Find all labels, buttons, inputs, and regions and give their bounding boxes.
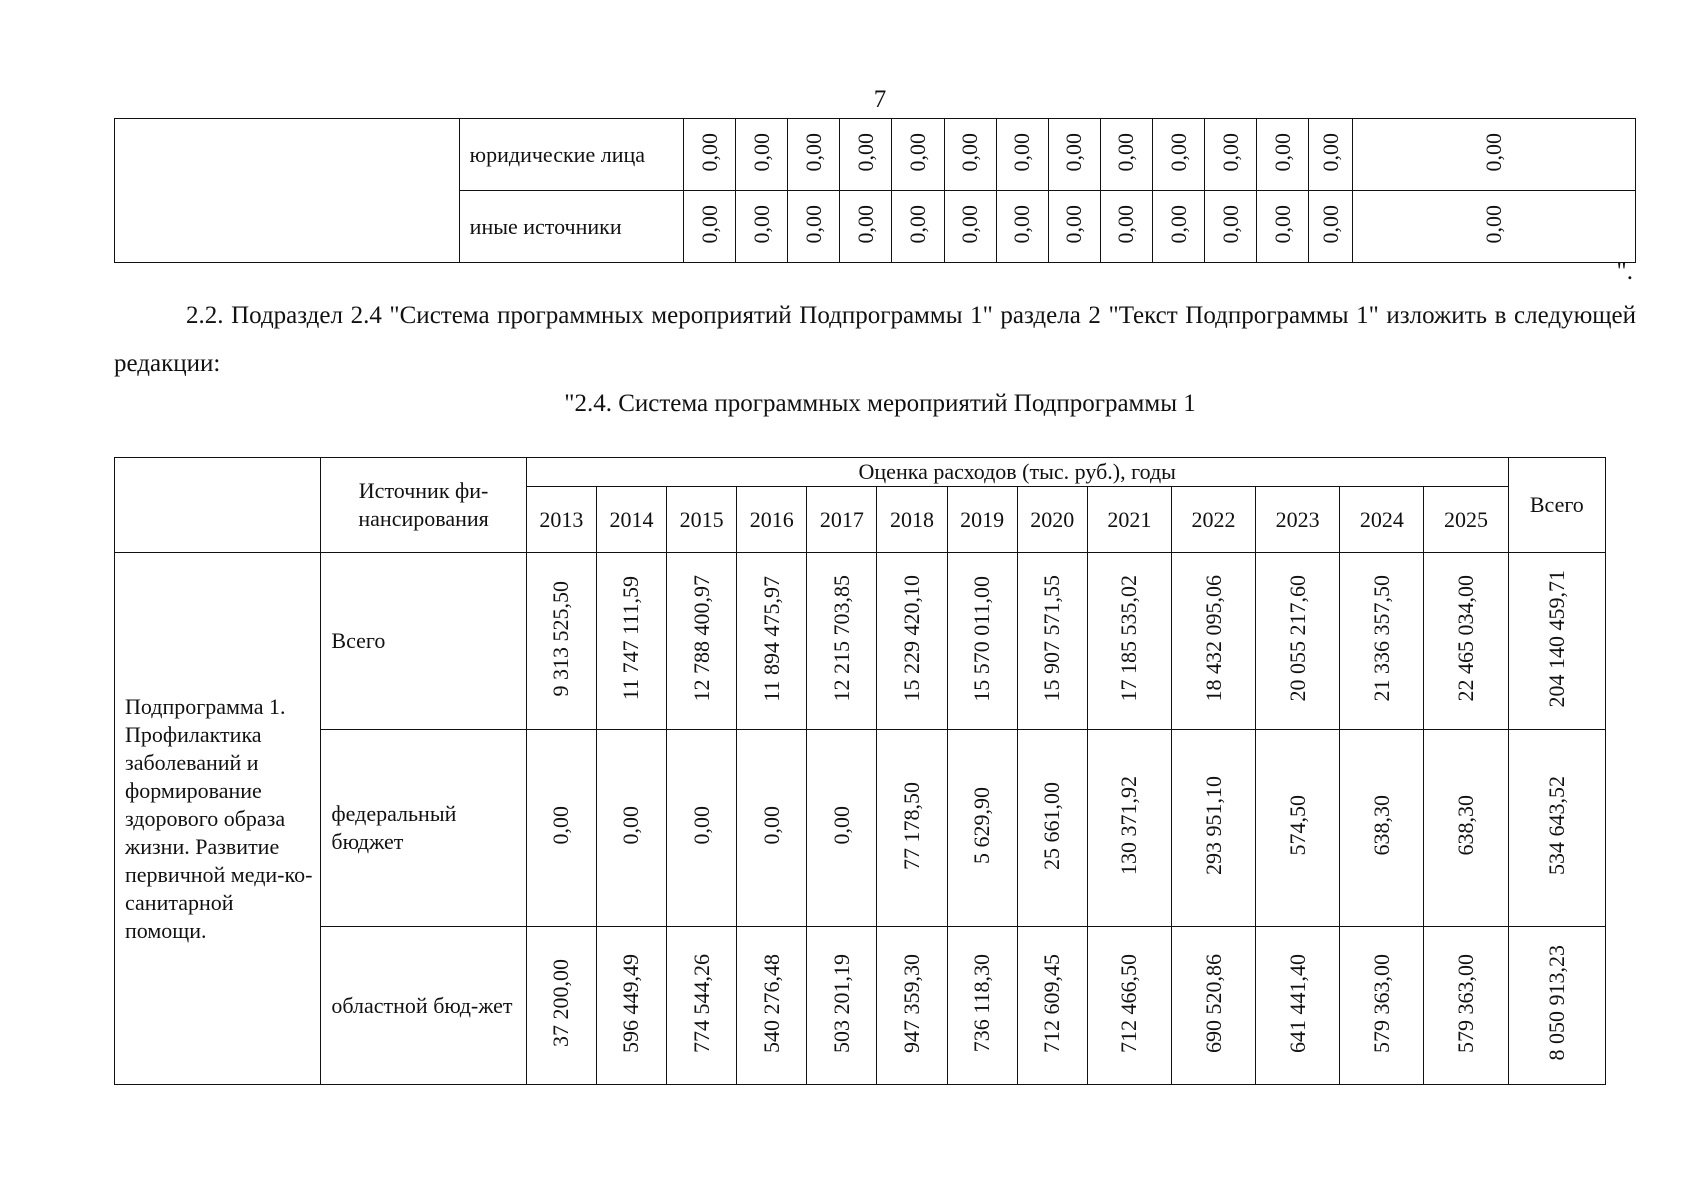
table-row (115, 927, 1606, 1085)
row-total-cell (1508, 927, 1605, 1085)
row-total-cell (1508, 553, 1605, 730)
value: 0,00 (1009, 204, 1035, 244)
value-cell (1152, 191, 1204, 263)
value-cell (1205, 119, 1257, 191)
value: 21 336 357,50 (1368, 575, 1394, 702)
value-cell (596, 730, 666, 927)
value-cell (737, 730, 807, 927)
value-cell (684, 119, 736, 191)
row-total: 0,00 (1481, 132, 1507, 172)
value-cell (877, 553, 947, 730)
year-header: 2013 (526, 487, 596, 553)
value-cell (1152, 119, 1204, 191)
year-header: 2025 (1424, 487, 1508, 553)
value: 22 465 034,00 (1453, 575, 1479, 702)
value-cell (996, 119, 1048, 191)
value-cell (840, 191, 892, 263)
value-cell (526, 553, 596, 730)
row-total: 8 050 913,23 (1543, 945, 1569, 1061)
value: 0,00 (1217, 132, 1243, 172)
row-total-cell (1353, 119, 1636, 191)
year-header: 2016 (737, 487, 807, 553)
value-cell (807, 927, 877, 1085)
value: 596 449,49 (618, 953, 644, 1053)
value-cell (807, 553, 877, 730)
value-cell (996, 191, 1048, 263)
value: 0,00 (1113, 204, 1139, 244)
value: 18 432 095,06 (1200, 575, 1226, 702)
value-cell (1100, 191, 1152, 263)
value-cell (1256, 927, 1340, 1085)
section-title: "2.4. Система программных мероприятий Подпрограммы 1 (564, 390, 1196, 417)
value-cell (1256, 553, 1340, 730)
value: 12 215 703,85 (828, 575, 854, 702)
value: 0,00 (548, 806, 574, 845)
value-cell (1424, 553, 1508, 730)
value: 0,00 (1269, 204, 1295, 244)
value: 20 055 217,60 (1284, 575, 1310, 702)
value-cell (667, 927, 737, 1085)
value: 25 661,00 (1039, 781, 1065, 870)
value: 0,00 (618, 806, 644, 845)
header-funding-source: Источник фи-нансирования (321, 458, 526, 553)
value-cell (892, 119, 944, 191)
value-cell (667, 730, 737, 927)
value: 0,00 (696, 204, 722, 244)
value-cell (526, 730, 596, 927)
value-cell (1087, 927, 1171, 1085)
value: 0,00 (800, 132, 826, 172)
funding-source: федеральный бюджет (321, 730, 526, 927)
table-row (115, 730, 1606, 927)
value: 638,30 (1453, 795, 1479, 856)
value: 0,00 (957, 132, 983, 172)
value: 0,00 (1061, 204, 1087, 244)
value-cell (1424, 730, 1508, 927)
year-header: 2020 (1017, 487, 1087, 553)
value-cell (1340, 730, 1424, 927)
value: 641 441,40 (1284, 953, 1310, 1053)
value: 15 229 420,10 (898, 575, 924, 702)
value-cell (737, 927, 807, 1085)
year-header: 2023 (1256, 487, 1340, 553)
value: 947 359,30 (898, 953, 924, 1053)
value-cell (1205, 191, 1257, 263)
row-total: 534 643,52 (1543, 776, 1569, 875)
row-label: юридические лица (459, 119, 683, 191)
program-measures-table (114, 457, 1606, 1085)
value: 736 118,30 (969, 953, 995, 1053)
value: 503 201,19 (828, 953, 854, 1053)
value: 0,00 (1217, 204, 1243, 244)
header-blank-cell (115, 458, 321, 553)
header-total: Всего (1508, 458, 1605, 553)
value: 11 747 111,59 (618, 576, 644, 701)
value: 0,00 (905, 132, 931, 172)
value: 0,00 (1165, 132, 1191, 172)
year-header: 2019 (947, 487, 1017, 553)
value-cell (684, 191, 736, 263)
value-cell (947, 730, 1017, 927)
closing-quote: ". (1616, 258, 1633, 285)
value: 0,00 (1113, 132, 1139, 172)
year-header: 2017 (807, 487, 877, 553)
value-cell (1017, 730, 1087, 927)
value: 0,00 (1317, 204, 1343, 244)
value: 0,00 (1269, 132, 1295, 172)
value-cell (736, 119, 788, 191)
value-cell (1424, 927, 1508, 1085)
value-cell (807, 730, 877, 927)
value: 690 520,86 (1200, 953, 1226, 1053)
program-name: Подпрограмма 1. Профилактика заболеваний и формирование здорового образа жизни. Развитие первичной меди-ко-санитарной помощи. (115, 553, 321, 1085)
page-number: 7 (873, 86, 887, 113)
value: 5 629,90 (969, 787, 995, 864)
value-cell (892, 191, 944, 263)
value-cell (1309, 191, 1353, 263)
value: 712 466,50 (1116, 953, 1142, 1053)
value-cell (1017, 553, 1087, 730)
value: 37 200,00 (548, 959, 574, 1047)
value-cell (737, 553, 807, 730)
value-cell (944, 119, 996, 191)
value-cell (1256, 730, 1340, 927)
value-cell (944, 191, 996, 263)
value: 638,30 (1368, 795, 1394, 856)
value: 579 363,00 (1368, 953, 1394, 1053)
value: 17 185 535,02 (1116, 575, 1142, 702)
value-cell (1048, 191, 1100, 263)
value: 9 313 525,50 (548, 580, 574, 697)
value: 0,00 (1165, 204, 1191, 244)
value: 0,00 (1317, 132, 1343, 172)
value: 293 951,10 (1200, 776, 1226, 875)
value-cell (1171, 927, 1255, 1085)
year-header: 2015 (667, 487, 737, 553)
value-cell (596, 927, 666, 1085)
value-cell (1100, 119, 1152, 191)
value: 0,00 (696, 132, 722, 172)
value: 574,50 (1284, 795, 1310, 856)
value: 0,00 (688, 806, 714, 845)
value-cell (788, 119, 840, 191)
value-cell (1171, 553, 1255, 730)
year-header: 2022 (1171, 487, 1255, 553)
value-cell (947, 927, 1017, 1085)
value: 0,00 (852, 132, 878, 172)
value: 0,00 (905, 204, 931, 244)
year-header: 2014 (596, 487, 666, 553)
value-cell (1017, 927, 1087, 1085)
value-cell (1309, 119, 1353, 191)
value-cell (1257, 119, 1309, 191)
value: 0,00 (828, 806, 854, 845)
row-total: 204 140 459,71 (1543, 569, 1569, 708)
value: 0,00 (957, 204, 983, 244)
value-cell (1087, 730, 1171, 927)
table-row (115, 119, 1636, 191)
row-label: иные источники (459, 191, 683, 263)
value-cell (877, 927, 947, 1085)
value-cell (840, 119, 892, 191)
value: 774 544,26 (688, 953, 714, 1053)
value: 15 907 571,55 (1039, 575, 1065, 702)
year-header: 2021 (1087, 487, 1171, 553)
value-cell (526, 927, 596, 1085)
value: 11 894 475,97 (758, 575, 784, 702)
value: 0,00 (748, 132, 774, 172)
value: 15 570 011,00 (969, 575, 995, 702)
value-cell (736, 191, 788, 263)
continuation-table (114, 118, 1636, 263)
value: 0,00 (852, 204, 878, 244)
year-header: 2024 (1340, 487, 1424, 553)
value-cell (1257, 191, 1309, 263)
value-cell (596, 553, 666, 730)
value: 0,00 (748, 204, 774, 244)
row-total-cell (1508, 730, 1605, 927)
value: 0,00 (758, 806, 784, 845)
value-cell (947, 553, 1017, 730)
value-cell (788, 191, 840, 263)
header-cost-estimate: Оценка расходов (тыс. руб.), годы (526, 458, 1508, 487)
value: 0,00 (800, 204, 826, 244)
funding-source: Всего (321, 553, 526, 730)
value: 0,00 (1009, 132, 1035, 172)
value: 540 276,48 (758, 953, 784, 1053)
value: 12 788 400,97 (688, 575, 714, 702)
value-cell (667, 553, 737, 730)
funding-source: областной бюд-жет (321, 927, 526, 1085)
value-cell (1087, 553, 1171, 730)
value: 77 178,50 (898, 781, 924, 870)
year-header: 2018 (877, 487, 947, 553)
blank-cell (115, 119, 460, 263)
table-row (115, 553, 1606, 730)
amendment-paragraph: 2.2. Подраздел 2.4 "Система программных мероприятий Подпрограммы 1" раздела 2 "Текст Подпрограммы 1" изложить в следующей редакции: (114, 302, 1636, 377)
row-total-cell (1353, 191, 1636, 263)
value-cell (1048, 119, 1100, 191)
value-cell (1340, 927, 1424, 1085)
value: 712 609,45 (1039, 953, 1065, 1053)
value: 0,00 (1061, 132, 1087, 172)
row-total: 0,00 (1481, 204, 1507, 244)
value: 579 363,00 (1453, 953, 1479, 1053)
value-cell (1171, 730, 1255, 927)
value-cell (1340, 553, 1424, 730)
value-cell (877, 730, 947, 927)
value: 130 371,92 (1116, 776, 1142, 875)
